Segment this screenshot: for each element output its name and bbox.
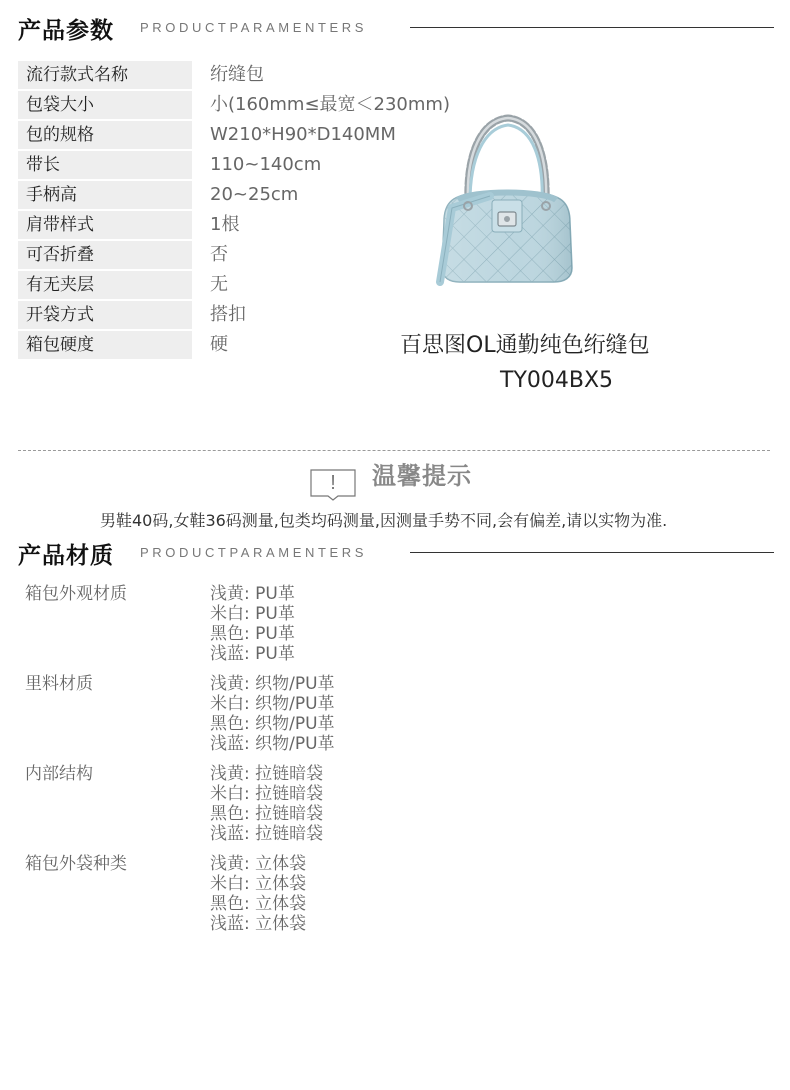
material-key: 箱包外观材质 — [25, 584, 127, 604]
param-value: 110~140cm — [210, 154, 322, 175]
material-value: 米白: 拉链暗袋 — [210, 784, 324, 804]
material-values — [210, 674, 335, 754]
param-value: 绗缝包 — [210, 64, 264, 85]
material-value: 浅蓝: 立体袋 — [210, 914, 307, 934]
param-key: 手柄高 — [18, 181, 192, 209]
param-value: 小(160mm≤最宽＜230mm) — [210, 94, 450, 115]
product-bag-image — [430, 112, 580, 292]
material-key: 箱包外袋种类 — [25, 854, 127, 874]
material-value: 浅黄: 织物/PU革 — [210, 674, 335, 694]
param-value: 硬 — [210, 334, 228, 355]
material-value: 黑色: 立体袋 — [210, 894, 307, 914]
material-value: 米白: 立体袋 — [210, 874, 307, 894]
param-key: 开袋方式 — [18, 301, 192, 329]
tip-title: 温馨提示 — [372, 462, 472, 490]
param-key: 箱包硬度 — [18, 331, 192, 359]
material-values — [210, 764, 323, 844]
material-value: 米白: PU革 — [210, 604, 295, 624]
param-value: W210*H90*D140MM — [210, 124, 396, 145]
product-caption-name: 百思图OL通勤纯色绗缝包 — [400, 333, 650, 358]
material-value: 黑色: 织物/PU革 — [210, 714, 335, 734]
material-value: 米白: 织物/PU革 — [210, 694, 335, 714]
exclamation-icon-glyph: ! — [330, 472, 336, 494]
section-divider-line — [410, 27, 774, 28]
material-key: 内部结构 — [25, 764, 93, 784]
material-values — [210, 584, 295, 664]
material-value: 浅黄: 拉链暗袋 — [210, 764, 324, 784]
material-value: 浅蓝: 拉链暗袋 — [210, 824, 324, 844]
material-value: 黑色: PU革 — [210, 624, 295, 644]
param-key: 包袋大小 — [18, 91, 192, 119]
product-caption-sku: TY004BX5 — [500, 368, 614, 393]
param-value: 无 — [210, 274, 228, 295]
params-section-subtitle: PRODUCTPARAMENTERS — [140, 20, 368, 35]
param-key: 包的规格 — [18, 121, 192, 149]
material-values — [210, 854, 306, 934]
param-key: 可否折叠 — [18, 241, 192, 269]
param-key: 带长 — [18, 151, 192, 179]
material-section-subtitle: PRODUCTPARAMENTERS — [140, 545, 368, 560]
param-key: 有无夹层 — [18, 271, 192, 299]
param-value: 搭扣 — [210, 304, 246, 325]
param-value: 20~25cm — [210, 184, 299, 205]
param-key: 流行款式名称 — [18, 61, 192, 89]
params-section-header — [18, 12, 774, 42]
material-section-title: 产品材质 — [18, 543, 114, 569]
dashed-divider — [18, 450, 770, 451]
param-key: 肩带样式 — [18, 211, 192, 239]
material-value: 浅黄: 立体袋 — [210, 854, 307, 874]
material-value: 浅蓝: PU革 — [210, 644, 295, 664]
material-key: 里料材质 — [25, 674, 93, 694]
tip-text: 男鞋40码,女鞋36码测量,包类均码测量,因测量手势不同,会有偏差,请以实物为准. — [100, 511, 668, 530]
section-divider-line — [410, 552, 774, 553]
param-value: 否 — [210, 244, 228, 265]
material-section-header — [18, 537, 774, 567]
material-value: 黑色: 拉链暗袋 — [210, 804, 324, 824]
material-value: 浅蓝: 织物/PU革 — [210, 734, 335, 754]
param-value: 1根 — [210, 214, 240, 235]
material-value: 浅黄: PU革 — [210, 584, 295, 604]
params-section-title: 产品参数 — [18, 18, 114, 44]
